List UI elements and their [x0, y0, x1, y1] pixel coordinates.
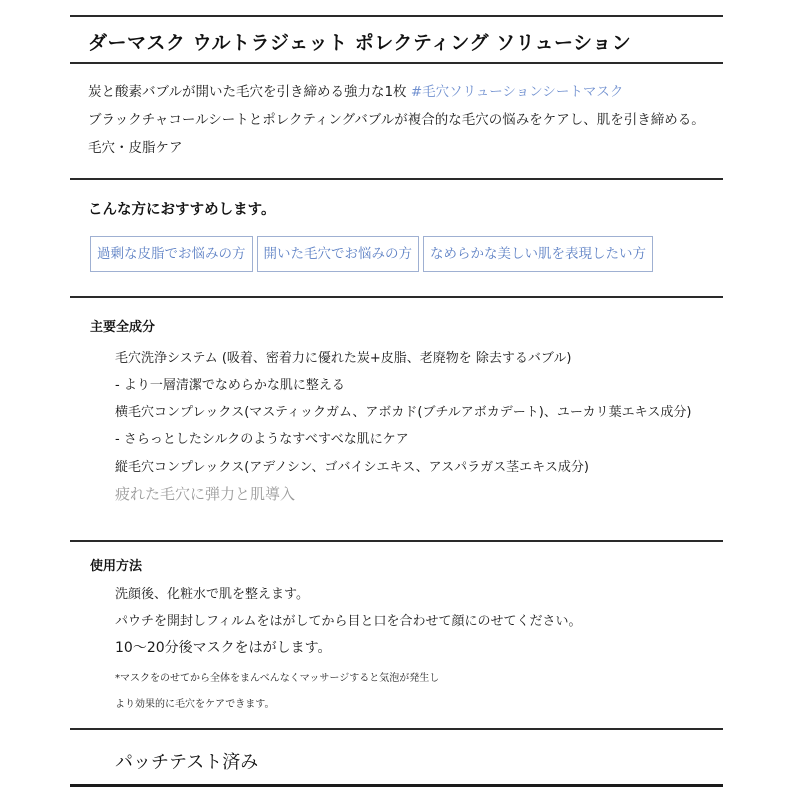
recommend-tag: なめらかな美しい肌を表現したい方	[423, 236, 653, 272]
recommend-tag: 開いた毛穴でお悩みの方	[257, 236, 420, 272]
divider-bottom	[70, 784, 723, 787]
usage-note: *マスクをのせてから全体をまんべんなくマッサージすると気泡が発生し	[115, 673, 440, 684]
divider-after-ingredients	[70, 540, 723, 542]
recommend-heading: こんな方におすすめします。	[88, 202, 276, 218]
intro-text: 炭と酸素バブルが開いた毛穴を引き締める強力な1枚	[88, 84, 411, 100]
divider-top	[70, 15, 723, 17]
usage-heading: 使用方法	[90, 559, 143, 574]
intro-line-3: 毛穴・皮脂ケア	[88, 140, 183, 156]
ingredient-line: 毛穴洗浄システム (吸着、密着力に優れた炭+皮脂、老廃物を 除去するバブル)	[115, 351, 572, 366]
recommend-tags	[90, 236, 653, 272]
ingredient-line: - さらっとしたシルクのようなすべすべな肌にケア	[115, 432, 409, 447]
usage-step: 洗顔後、化粧水で肌を整えます。	[115, 587, 309, 602]
recommend-tag: 過剰な皮脂でお悩みの方	[90, 236, 253, 272]
ingredient-line: 疲れた毛穴に弾力と肌導入	[115, 485, 296, 503]
usage-step: パウチを開封しフィルムをはがしてから目と口を合わせて顔にのせてください。	[115, 614, 582, 629]
product-title: ダーマスク ウルトラジェット ポレクティング ソリューション	[88, 32, 632, 54]
ingredients-heading: 主要全成分	[90, 320, 156, 335]
ingredient-line: 縦毛穴コンプレックス(アデノシン、ゴバイシエキス、アスパラガス茎エキス成分)	[115, 460, 589, 475]
usage-note: より効果的に毛穴をケアできます。	[115, 699, 275, 710]
hashtag-link[interactable]: #毛穴ソリューションシートマスク	[410, 84, 624, 100]
ingredient-line: 横毛穴コンプレックス(マスティックガム、アボカド(ブチルアボカデート)、ユーカリ葉エキス成分)	[115, 405, 692, 420]
ingredient-line: - より一層清潔でなめらかな肌に整える	[115, 378, 345, 393]
divider-after-intro	[70, 178, 723, 180]
divider-after-recommend	[70, 296, 723, 298]
patch-test-label: パッチテスト済み	[115, 752, 259, 773]
divider-before-footer	[70, 728, 723, 730]
usage-step: 10～20分後マスクをはがします。	[115, 640, 332, 656]
divider-under-title	[70, 62, 723, 64]
intro-line-1	[88, 80, 623, 100]
intro-line-2: ブラックチャコールシートとポレクティングバブルが複合的な毛穴の悩みをケアし、肌を引き締める。	[88, 112, 705, 128]
